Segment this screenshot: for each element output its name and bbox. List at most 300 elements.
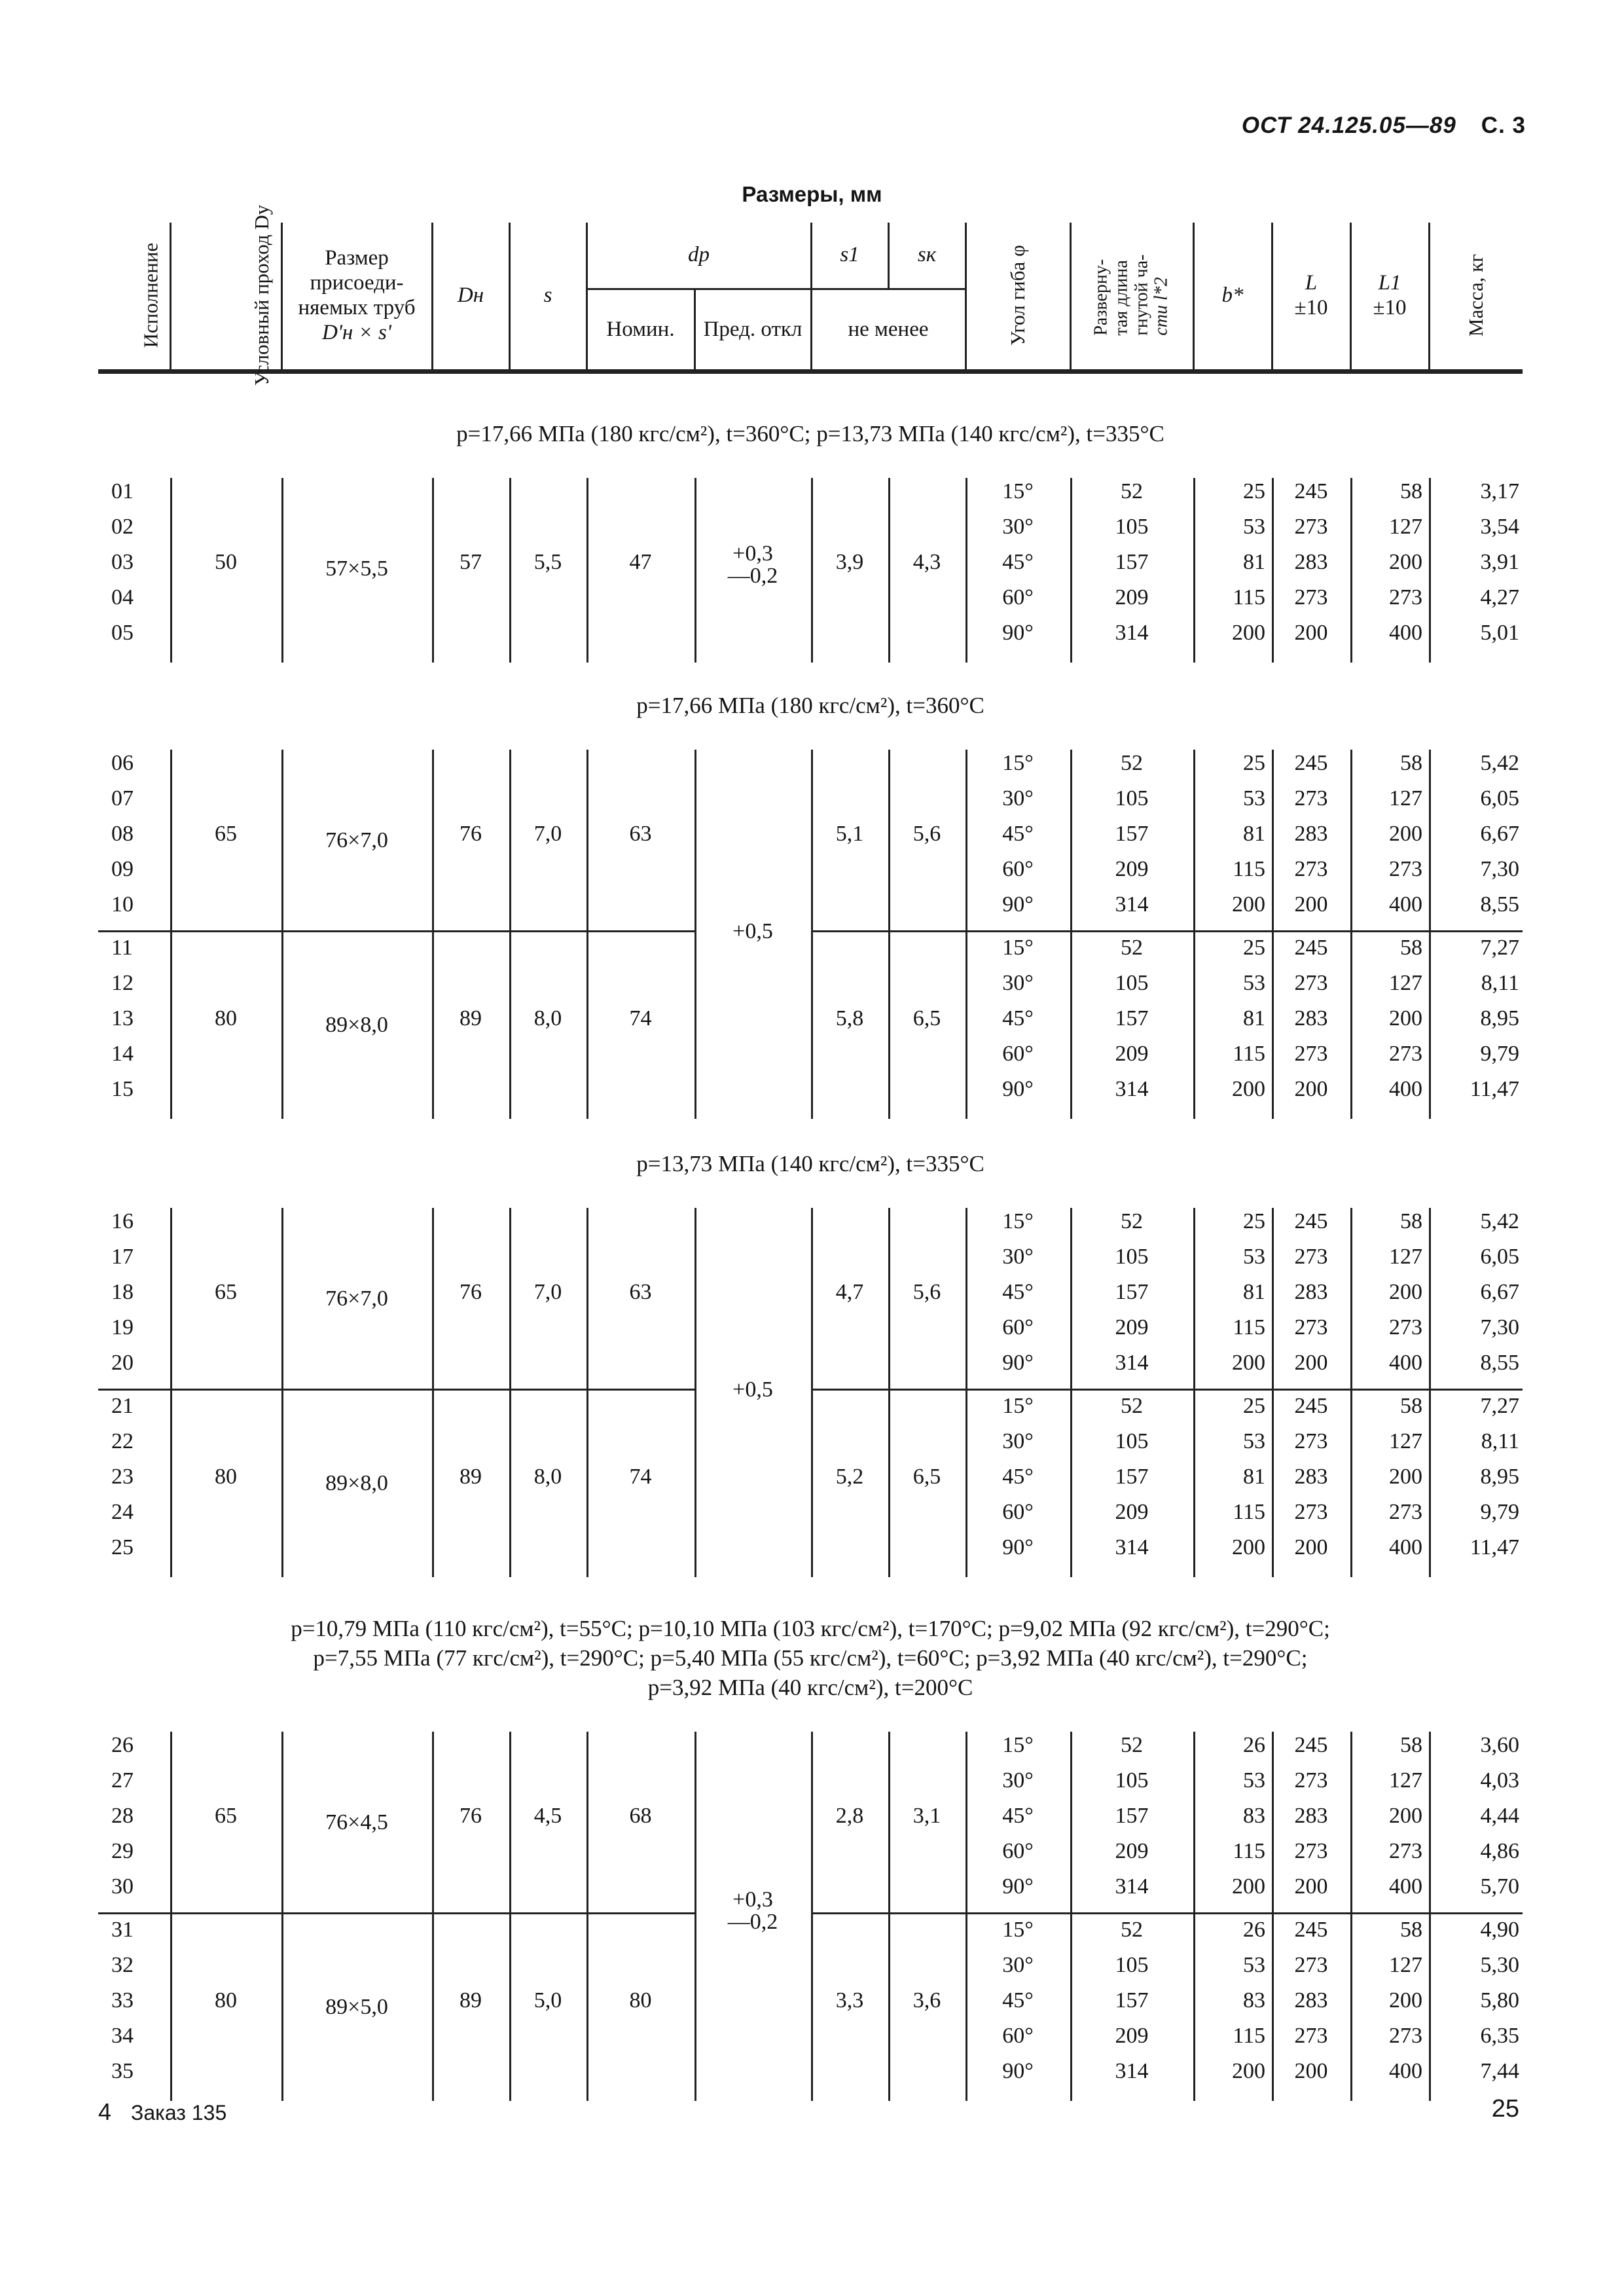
l2-value: 314 bbox=[1115, 892, 1149, 917]
angle-value: 60° bbox=[1002, 857, 1034, 881]
ispolnenie-value: 05 bbox=[111, 621, 134, 645]
block-divider bbox=[811, 930, 1523, 932]
l2-value: 105 bbox=[1115, 786, 1149, 811]
angle-value: 90° bbox=[1002, 1351, 1034, 1375]
s1-value: 5,2 bbox=[835, 1465, 864, 1489]
b-value: 200 bbox=[1232, 1874, 1265, 1899]
ispolnenie-value: 04 bbox=[111, 585, 134, 610]
angle-value: 15° bbox=[1002, 479, 1034, 503]
ispolnenie-value: 18 bbox=[111, 1280, 134, 1304]
dy-value: 80 bbox=[215, 1465, 237, 1489]
mass-value: 11,47 bbox=[1470, 1535, 1519, 1559]
dp-tolerance bbox=[695, 1889, 811, 1933]
mass-value: 7,30 bbox=[1480, 857, 1519, 881]
table-group bbox=[98, 750, 1523, 1119]
ispolnenie-value: 10 bbox=[111, 892, 134, 917]
L-value: 200 bbox=[1294, 621, 1328, 645]
s-value: 8,0 bbox=[533, 1465, 562, 1489]
mass-value: 5,42 bbox=[1480, 1209, 1519, 1233]
ispolnenie-value: 07 bbox=[111, 786, 134, 811]
L-value: 283 bbox=[1294, 1006, 1328, 1030]
L1-value: 127 bbox=[1389, 1429, 1422, 1453]
L1-value: 58 bbox=[1400, 1918, 1422, 1942]
mass-value: 9,79 bbox=[1480, 1500, 1519, 1524]
sheet-number: 4 bbox=[98, 2098, 112, 2125]
mass-value: 8,95 bbox=[1480, 1465, 1519, 1489]
col-b: b* bbox=[1193, 223, 1272, 371]
running-header bbox=[1242, 113, 1526, 139]
angle-value: 90° bbox=[1002, 892, 1034, 917]
col-dy: Условный проход Dy bbox=[170, 223, 281, 371]
l2-value: 314 bbox=[1115, 621, 1149, 645]
angle-value: 60° bbox=[1002, 1500, 1034, 1524]
b-value: 25 bbox=[1243, 751, 1265, 775]
b-value: 200 bbox=[1232, 892, 1265, 917]
ispolnenie-value: 16 bbox=[111, 1209, 134, 1233]
ispolnenie-value: 06 bbox=[111, 751, 134, 775]
L1-value: 400 bbox=[1389, 1874, 1422, 1899]
col-dp: dр bbox=[586, 223, 811, 289]
dp-tolerance-line: +0,3 bbox=[732, 541, 773, 566]
angle-value: 15° bbox=[1002, 751, 1034, 775]
b-value: 25 bbox=[1243, 479, 1265, 503]
l2-value: 314 bbox=[1115, 2059, 1149, 2083]
column-rule bbox=[888, 1732, 890, 2101]
sk-value: 5,6 bbox=[912, 1280, 941, 1304]
L1-value: 273 bbox=[1389, 1042, 1422, 1066]
block-divider bbox=[811, 1389, 1523, 1391]
angle-value: 30° bbox=[1002, 1953, 1034, 1977]
column-rule bbox=[586, 750, 588, 1119]
L-value: 245 bbox=[1294, 751, 1328, 775]
L1-value: 200 bbox=[1389, 1988, 1422, 2013]
l2-value: 105 bbox=[1115, 1768, 1149, 1793]
s1-value: 3,9 bbox=[835, 550, 864, 574]
b-value: 115 bbox=[1233, 1500, 1265, 1524]
L-value: 200 bbox=[1294, 1535, 1328, 1559]
column-rule bbox=[811, 1208, 813, 1577]
mass-value: 6,35 bbox=[1480, 2024, 1519, 2048]
block-divider bbox=[98, 1912, 695, 1914]
col-L: L ±10 bbox=[1272, 223, 1350, 371]
s1-value: 5,8 bbox=[835, 1006, 864, 1030]
b-value: 25 bbox=[1243, 1209, 1265, 1233]
L1-value: 200 bbox=[1389, 1804, 1422, 1828]
angle-value: 60° bbox=[1002, 1839, 1034, 1863]
dp-tolerance-line: +0,3 bbox=[732, 1887, 773, 1912]
col-l2: Разверну- тая длина гнутой ча- сти l*2 bbox=[1070, 223, 1193, 371]
angle-value: 60° bbox=[1002, 585, 1034, 610]
dn-value: 57 bbox=[460, 550, 482, 574]
l2-value: 209 bbox=[1115, 857, 1149, 881]
mass-value: 6,05 bbox=[1480, 786, 1519, 811]
L-value: 273 bbox=[1294, 585, 1328, 610]
sk-value: 4,3 bbox=[912, 550, 941, 574]
b-value: 115 bbox=[1233, 1315, 1265, 1339]
L-value: 283 bbox=[1294, 1465, 1328, 1489]
pipe-size-value: 89×5,0 bbox=[325, 1995, 388, 2019]
angle-value: 15° bbox=[1002, 1209, 1034, 1233]
angle-value: 60° bbox=[1002, 1315, 1034, 1339]
dp-nominal-value: 63 bbox=[629, 822, 652, 846]
ispolnenie-value: 34 bbox=[111, 2024, 134, 2048]
column-rule bbox=[432, 1732, 434, 2101]
b-value: 26 bbox=[1243, 1918, 1265, 1942]
ispolnenie-value: 03 bbox=[111, 550, 134, 574]
b-value: 83 bbox=[1243, 1988, 1265, 2013]
condition-line bbox=[98, 419, 1523, 448]
L-value: 283 bbox=[1294, 1804, 1328, 1828]
L-value: 273 bbox=[1294, 857, 1328, 881]
block-divider bbox=[98, 930, 695, 932]
L1-value: 273 bbox=[1389, 2024, 1422, 2048]
b-value: 200 bbox=[1232, 621, 1265, 645]
L-value: 245 bbox=[1294, 1394, 1328, 1418]
mass-value: 3,54 bbox=[1480, 515, 1519, 539]
b-value: 81 bbox=[1243, 550, 1265, 574]
angle-value: 30° bbox=[1002, 1768, 1034, 1793]
column-rule bbox=[432, 750, 434, 1119]
ispolnenie-value: 14 bbox=[111, 1042, 134, 1066]
l2-value: 52 bbox=[1121, 936, 1143, 960]
ispolnenie-value: 35 bbox=[111, 2059, 134, 2083]
condition-line bbox=[98, 1614, 1523, 1702]
mass-value: 4,27 bbox=[1480, 585, 1519, 610]
b-value: 83 bbox=[1243, 1804, 1265, 1828]
block-divider bbox=[98, 1389, 695, 1391]
L1-value: 58 bbox=[1400, 936, 1422, 960]
b-value: 81 bbox=[1243, 1006, 1265, 1030]
L1-value: 58 bbox=[1400, 751, 1422, 775]
column-rule bbox=[281, 750, 283, 1119]
l2-value: 157 bbox=[1115, 1465, 1149, 1489]
ispolnenie-value: 25 bbox=[111, 1535, 134, 1559]
angle-value: 45° bbox=[1002, 1804, 1034, 1828]
col-s: s bbox=[509, 223, 586, 371]
table-group bbox=[98, 1732, 1523, 2101]
footer-left bbox=[98, 2098, 226, 2126]
dp-tolerance bbox=[695, 543, 811, 587]
col-dp-nom: Номин. bbox=[586, 289, 695, 371]
b-value: 115 bbox=[1233, 1042, 1265, 1066]
col-pipe-size: Размер присоеди- няемых труб D'н × s' bbox=[281, 223, 432, 371]
mass-value: 3,60 bbox=[1480, 1733, 1519, 1757]
l2-value: 209 bbox=[1115, 2024, 1149, 2048]
L1-value: 127 bbox=[1389, 1953, 1422, 1977]
b-value: 200 bbox=[1232, 1077, 1265, 1101]
block-divider bbox=[811, 1912, 1523, 1914]
angle-value: 30° bbox=[1002, 1429, 1034, 1453]
angle-value: 15° bbox=[1002, 1394, 1034, 1418]
angle-value: 30° bbox=[1002, 1245, 1034, 1269]
L1-value: 200 bbox=[1389, 1280, 1422, 1304]
angle-value: 30° bbox=[1002, 971, 1034, 995]
column-rule bbox=[281, 1208, 283, 1577]
pipe-size-value: 76×4,5 bbox=[325, 1810, 388, 1834]
dp-nominal-value: 68 bbox=[629, 1804, 652, 1828]
angle-value: 30° bbox=[1002, 515, 1034, 539]
dp-tolerance-line: —0,2 bbox=[727, 1910, 778, 1934]
col-s1: s1 bbox=[811, 223, 888, 289]
column-rule bbox=[586, 1208, 588, 1577]
L1-value: 58 bbox=[1400, 479, 1422, 503]
dn-value: 76 bbox=[460, 1804, 482, 1828]
b-value: 81 bbox=[1243, 822, 1265, 846]
L1-value: 400 bbox=[1389, 1077, 1422, 1101]
l2-value: 105 bbox=[1115, 971, 1149, 995]
pipe-size-value: 76×7,0 bbox=[325, 1286, 388, 1311]
L-value: 273 bbox=[1294, 1315, 1328, 1339]
dn-value: 89 bbox=[460, 1465, 482, 1489]
b-value: 25 bbox=[1243, 1394, 1265, 1418]
l2-value: 209 bbox=[1115, 1500, 1149, 1524]
L-value: 273 bbox=[1294, 1245, 1328, 1269]
L1-value: 273 bbox=[1389, 585, 1422, 610]
L1-value: 200 bbox=[1389, 550, 1422, 574]
L-value: 245 bbox=[1294, 1733, 1328, 1757]
s1-value: 5,1 bbox=[835, 822, 864, 846]
column-rule bbox=[888, 750, 890, 1119]
l2-value: 52 bbox=[1121, 479, 1143, 503]
L-value: 200 bbox=[1294, 892, 1328, 917]
condition-text: p=10,79 МПа (110 кгс/см²), t=55°C; p=10,10 МПа (103 кгс/см²), t=170°C; p=9,02 МПа (92 кгс/см²), t=290°C; bbox=[291, 1616, 1330, 1641]
L1-value: 200 bbox=[1389, 1006, 1422, 1030]
l2-value: 209 bbox=[1115, 1839, 1149, 1863]
angle-value: 60° bbox=[1002, 1042, 1034, 1066]
L1-value: 400 bbox=[1389, 1351, 1422, 1375]
mass-value: 9,79 bbox=[1480, 1042, 1519, 1066]
L1-value: 273 bbox=[1389, 1839, 1422, 1863]
angle-value: 15° bbox=[1002, 1733, 1034, 1757]
column-rule bbox=[170, 750, 172, 1119]
b-value: 53 bbox=[1243, 1953, 1265, 1977]
column-rule bbox=[509, 1208, 511, 1577]
L-value: 273 bbox=[1294, 2024, 1328, 2048]
s-value: 5,5 bbox=[533, 550, 562, 574]
col-dn: Dн bbox=[432, 223, 509, 371]
L1-value: 58 bbox=[1400, 1394, 1422, 1418]
b-value: 115 bbox=[1233, 857, 1265, 881]
column-rule bbox=[170, 1732, 172, 2101]
L1-value: 127 bbox=[1389, 1768, 1422, 1793]
angle-value: 30° bbox=[1002, 786, 1034, 811]
s1-value: 4,7 bbox=[835, 1280, 864, 1304]
sk-value: 6,5 bbox=[912, 1465, 941, 1489]
L1-value: 200 bbox=[1389, 1465, 1422, 1489]
l2-value: 105 bbox=[1115, 1953, 1149, 1977]
dp-nominal-value: 74 bbox=[629, 1006, 652, 1030]
L1-value: 273 bbox=[1389, 1500, 1422, 1524]
L1-value: 127 bbox=[1389, 786, 1422, 811]
L-value: 273 bbox=[1294, 1429, 1328, 1453]
ispolnenie-value: 30 bbox=[111, 1874, 134, 1899]
angle-value: 45° bbox=[1002, 822, 1034, 846]
angle-value: 45° bbox=[1002, 1988, 1034, 2013]
angle-value: 90° bbox=[1002, 621, 1034, 645]
angle-value: 45° bbox=[1002, 550, 1034, 574]
dn-value: 76 bbox=[460, 822, 482, 846]
ispolnenie-value: 28 bbox=[111, 1804, 134, 1828]
ispolnenie-value: 29 bbox=[111, 1839, 134, 1863]
mass-value: 3,17 bbox=[1480, 479, 1519, 503]
column-rule bbox=[586, 1732, 588, 2101]
s-value: 5,0 bbox=[533, 1988, 562, 2013]
L-value: 200 bbox=[1294, 2059, 1328, 2083]
angle-value: 90° bbox=[1002, 1874, 1034, 1899]
column-rule bbox=[170, 1208, 172, 1577]
s-value: 8,0 bbox=[533, 1006, 562, 1030]
mass-value: 6,67 bbox=[1480, 1280, 1519, 1304]
b-value: 115 bbox=[1233, 585, 1265, 610]
mass-value: 5,70 bbox=[1480, 1874, 1519, 1899]
mass-value: 4,86 bbox=[1480, 1839, 1519, 1863]
ispolnenie-value: 08 bbox=[111, 822, 134, 846]
l2-value: 157 bbox=[1115, 1006, 1149, 1030]
L-value: 273 bbox=[1294, 1953, 1328, 1977]
dy-value: 50 bbox=[215, 550, 237, 574]
angle-value: 45° bbox=[1002, 1006, 1034, 1030]
condition-text: p=3,92 МПа (40 кгс/см²), t=200°C bbox=[647, 1675, 973, 1700]
table-header bbox=[98, 204, 1523, 386]
mass-value: 8,95 bbox=[1480, 1006, 1519, 1030]
dp-tolerance-line: +0,5 bbox=[732, 919, 773, 943]
s-value: 4,5 bbox=[533, 1804, 562, 1828]
b-value: 200 bbox=[1232, 1351, 1265, 1375]
col-sk: sк bbox=[888, 223, 965, 289]
dp-tolerance bbox=[695, 920, 811, 943]
column-rule bbox=[509, 1732, 511, 2101]
dn-value: 89 bbox=[460, 1006, 482, 1030]
L-value: 245 bbox=[1294, 1918, 1328, 1942]
dy-value: 65 bbox=[215, 822, 237, 846]
mass-value: 11,47 bbox=[1470, 1077, 1519, 1101]
mass-value: 4,44 bbox=[1480, 1804, 1519, 1828]
sk-value: 6,5 bbox=[912, 1006, 941, 1030]
table-group bbox=[98, 478, 1523, 663]
dp-tolerance-line: +0,5 bbox=[732, 1377, 773, 1402]
mass-value: 5,80 bbox=[1480, 1988, 1519, 2013]
sk-value: 5,6 bbox=[912, 822, 941, 846]
ispolnenie-value: 09 bbox=[111, 857, 134, 881]
l2-value: 52 bbox=[1121, 751, 1143, 775]
angle-value: 90° bbox=[1002, 2059, 1034, 2083]
dy-value: 80 bbox=[215, 1006, 237, 1030]
dn-value: 76 bbox=[460, 1280, 482, 1304]
pipe-size-value: 89×8,0 bbox=[325, 1471, 388, 1495]
col-dp-pred: Пред. откл bbox=[695, 289, 811, 371]
l2-value: 157 bbox=[1115, 550, 1149, 574]
dn-value: 89 bbox=[460, 1988, 482, 2013]
condition-line bbox=[98, 691, 1523, 720]
b-value: 81 bbox=[1243, 1280, 1265, 1304]
ispolnenie-value: 32 bbox=[111, 1953, 134, 1977]
L-value: 245 bbox=[1294, 936, 1328, 960]
ispolnenie-value: 26 bbox=[111, 1733, 134, 1757]
mass-value: 7,44 bbox=[1480, 2059, 1519, 2083]
L-value: 283 bbox=[1294, 1280, 1328, 1304]
s1-value: 3,3 bbox=[835, 1988, 864, 2013]
b-value: 115 bbox=[1233, 2024, 1265, 2048]
order-number: Заказ 135 bbox=[131, 2101, 227, 2124]
column-rule bbox=[811, 1732, 813, 2101]
mass-value: 3,91 bbox=[1480, 550, 1519, 574]
col-mass: Масса, кг bbox=[1429, 223, 1523, 371]
b-value: 25 bbox=[1243, 936, 1265, 960]
L-value: 245 bbox=[1294, 479, 1328, 503]
ispolnenie-value: 17 bbox=[111, 1245, 134, 1269]
ispolnenie-value: 22 bbox=[111, 1429, 134, 1453]
l2-value: 105 bbox=[1115, 515, 1149, 539]
L1-value: 400 bbox=[1389, 892, 1422, 917]
l2-value: 157 bbox=[1115, 1280, 1149, 1304]
ispolnenie-value: 31 bbox=[111, 1918, 134, 1942]
L-value: 273 bbox=[1294, 786, 1328, 811]
l2-value: 52 bbox=[1121, 1918, 1143, 1942]
dp-nominal-value: 47 bbox=[629, 550, 652, 574]
col-angle: Угол гиба φ bbox=[965, 223, 1070, 371]
page-number: 25 bbox=[1491, 2095, 1519, 2123]
l2-value: 157 bbox=[1115, 1804, 1149, 1828]
L-value: 283 bbox=[1294, 822, 1328, 846]
L-value: 273 bbox=[1294, 1839, 1328, 1863]
angle-value: 15° bbox=[1002, 936, 1034, 960]
b-value: 26 bbox=[1243, 1733, 1265, 1757]
dy-value: 80 bbox=[215, 1988, 237, 2013]
L-value: 273 bbox=[1294, 515, 1328, 539]
mass-value: 5,42 bbox=[1480, 751, 1519, 775]
sk-value: 3,6 bbox=[912, 1988, 941, 2013]
ispolnenie-value: 02 bbox=[111, 515, 134, 539]
b-value: 53 bbox=[1243, 1429, 1265, 1453]
dp-nominal-value: 63 bbox=[629, 1280, 652, 1304]
l2-value: 314 bbox=[1115, 1351, 1149, 1375]
ispolnenie-value: 12 bbox=[111, 971, 134, 995]
L1-value: 200 bbox=[1389, 822, 1422, 846]
dy-value: 65 bbox=[215, 1804, 237, 1828]
header-bottom-rule bbox=[98, 371, 1523, 374]
s1-value: 2,8 bbox=[835, 1804, 864, 1828]
mass-value: 8,55 bbox=[1480, 1351, 1519, 1375]
col-ne-menee: не менее bbox=[811, 289, 965, 371]
column-rule bbox=[432, 1208, 434, 1577]
l2-value: 314 bbox=[1115, 1874, 1149, 1899]
dp-tolerance bbox=[695, 1379, 811, 1401]
L1-value: 400 bbox=[1389, 621, 1422, 645]
l2-value: 52 bbox=[1121, 1733, 1143, 1757]
L-value: 283 bbox=[1294, 1988, 1328, 2013]
l2-value: 209 bbox=[1115, 1042, 1149, 1066]
l2-value: 314 bbox=[1115, 1077, 1149, 1101]
b-value: 53 bbox=[1243, 1768, 1265, 1793]
ispolnenie-value: 13 bbox=[111, 1006, 134, 1030]
mass-value: 4,90 bbox=[1480, 1918, 1519, 1942]
dp-nominal-value: 80 bbox=[629, 1988, 652, 2013]
table-caption: Размеры, мм bbox=[742, 182, 882, 206]
l2-value: 157 bbox=[1115, 822, 1149, 846]
mass-value: 4,03 bbox=[1480, 1768, 1519, 1793]
column-rule bbox=[509, 750, 511, 1119]
ispolnenie-value: 01 bbox=[111, 479, 134, 503]
ispolnenie-value: 33 bbox=[111, 1988, 134, 2013]
condition-text: p=17,66 МПа (180 кгс/см²), t=360°C bbox=[636, 693, 984, 718]
sk-value: 3,1 bbox=[912, 1804, 941, 1828]
mass-value: 6,05 bbox=[1480, 1245, 1519, 1269]
ispolnenie-value: 20 bbox=[111, 1351, 134, 1375]
b-value: 200 bbox=[1232, 1535, 1265, 1559]
mass-value: 8,11 bbox=[1481, 971, 1519, 995]
b-value: 53 bbox=[1243, 1245, 1265, 1269]
b-value: 53 bbox=[1243, 786, 1265, 811]
